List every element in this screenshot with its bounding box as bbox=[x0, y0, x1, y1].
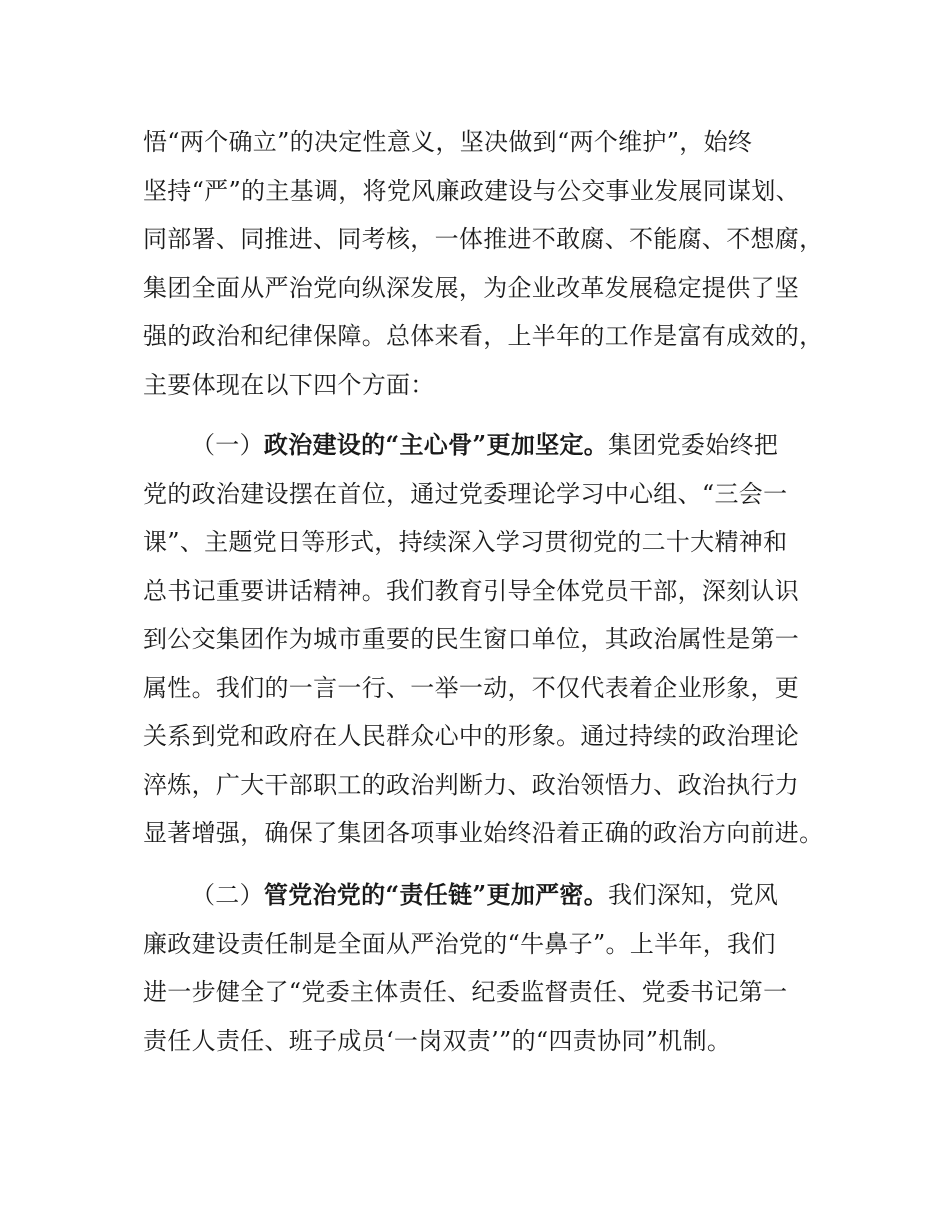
section-number: （二） bbox=[191, 881, 264, 909]
text-line: 显著增强，确保了集团各项事业始终沿着正确的政治方向前进。 bbox=[143, 819, 824, 847]
text-line: 淬炼，广大干部职工的政治判断力、政治领悟力、政治执行力 bbox=[143, 770, 800, 799]
text-run: 我们深知，党风 bbox=[608, 881, 779, 909]
text-line: 强的政治和纪律保障。总体来看，上半年的工作是富有成效的， bbox=[143, 322, 824, 350]
text-line: 总书记重要讲话精神。我们教育引导全体党员干部，深刻认识 bbox=[143, 576, 800, 605]
paragraph-3 bbox=[143, 871, 823, 1065]
section-heading: 政治建设的“主心骨”更加坚定。 bbox=[263, 430, 609, 459]
text-line: 廉政建设责任制是全面从严治党的“牛鼻子”。上半年，我们 bbox=[143, 929, 776, 958]
text-line: 进一步健全了“党委主体责任、纪委监督责任、党委书记第一 bbox=[143, 978, 788, 1006]
text-line: 关系到党和政府在人民群众心中的形象。通过持续的政治理论 bbox=[143, 722, 800, 750]
paragraph-2 bbox=[143, 421, 823, 858]
text-line: 悟“两个确立”的决定性意义，坚决做到“两个维护”，始终 bbox=[143, 128, 753, 156]
paragraph-1 bbox=[143, 118, 823, 409]
text-line: 课”、主题党日等形式，持续深入学习贯彻党的二十大精神和 bbox=[143, 528, 788, 556]
paragraph-first-line bbox=[143, 871, 823, 920]
text-line: 属性。我们的一言一行、一举一动，不仅代表着企业形象，更 bbox=[143, 673, 800, 702]
paragraph-first-line bbox=[143, 421, 823, 470]
text-line: 主要体现在以下四个方面： bbox=[143, 370, 435, 399]
text-run: 集团党委始终把 bbox=[608, 431, 779, 459]
text-line: 同部署、同推进、同考核，一体推进不敢腐、不能腐、不想腐， bbox=[143, 225, 824, 253]
section-heading: 管党治党的“责任链”更加严密。 bbox=[263, 880, 609, 909]
section-number: （一） bbox=[191, 431, 264, 459]
text-line: 责任人责任、班子成员‘一岗双责’”的“四责协同”机制。 bbox=[143, 1026, 732, 1055]
text-line: 坚持“严”的主基调，将党风廉政建设与公交事业发展同谋划、 bbox=[143, 176, 800, 205]
text-line: 党的政治建设摆在首位，通过党委理论学习中心组、“三会一 bbox=[143, 479, 788, 508]
text-line: 集团全面从严治党向纵深发展，为企业改革发展稳定提供了坚 bbox=[143, 273, 800, 302]
text-line: 到公交集团作为城市重要的民生窗口单位，其政治属性是第一 bbox=[143, 625, 800, 653]
